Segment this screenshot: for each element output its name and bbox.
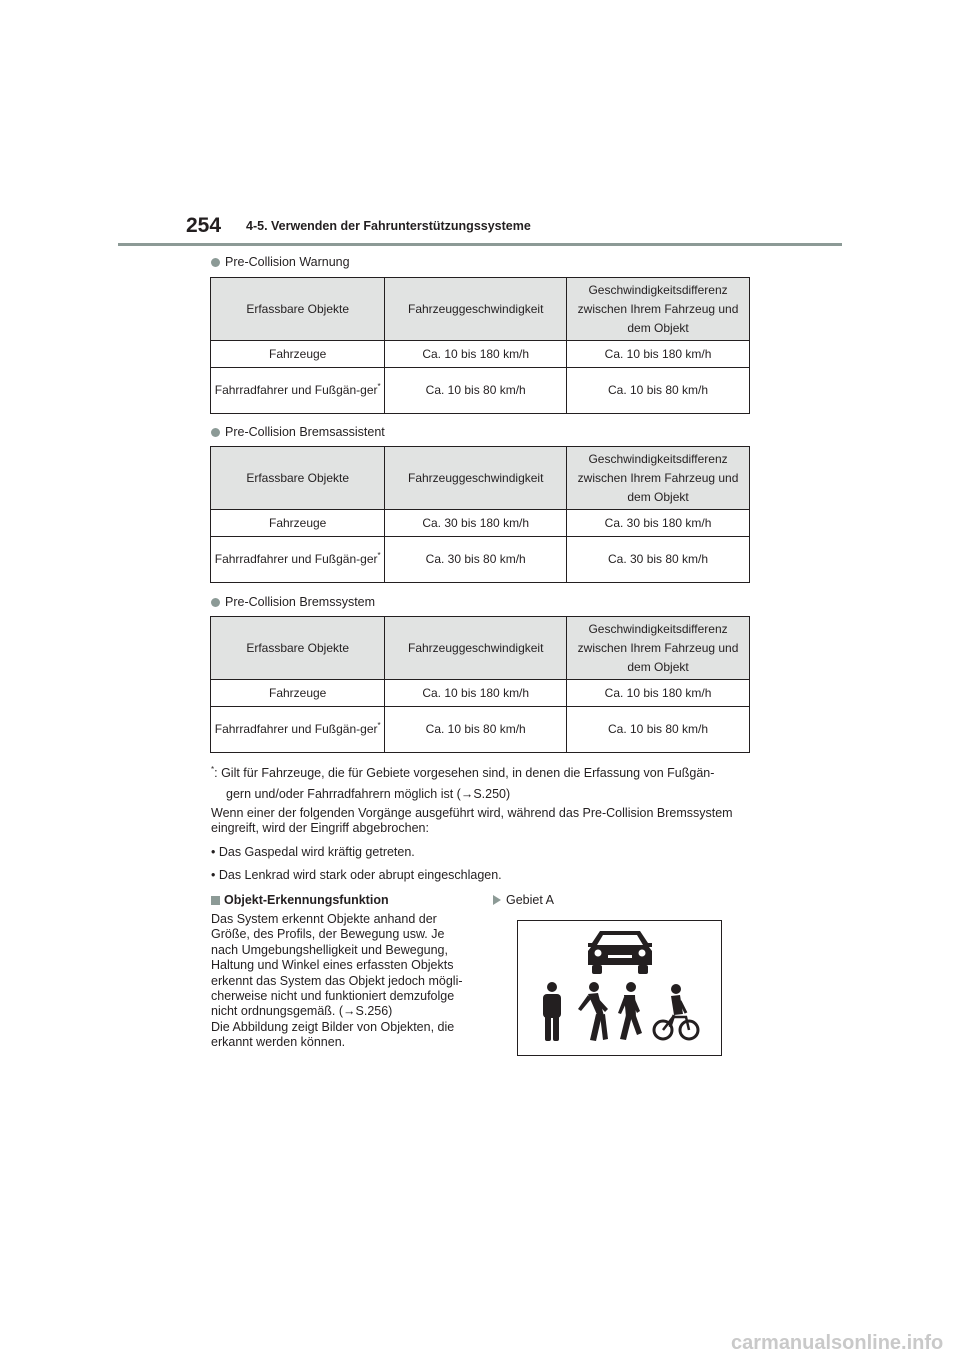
footnote-mark: * [377,721,381,730]
table-cell: Ca. 30 bis 80 km/h [567,537,750,583]
object-detection-description: Das System erkennt Objekte anhand der Größe, des Profils, der Bewegung usw. Je nach Umgebungshelligkeit und Bewegung, Haltung und Winkel eines erfassten Objekts erkennt das System das Objekt jedoch mögli- cherweise nicht und funktioniert demzufolge nicht ordnungsgemäß. (→S.256) Die Abbildung zeigt Bilder von Objekten, die erkannt werden können. [211,912,463,1050]
table-row [211,680,750,707]
object-detection-heading: Objekt-Erkennungsfunktion [211,893,389,907]
table-header: Fahrzeuggeschwindigkeit [385,278,567,341]
table-cell: Ca. 10 bis 80 km/h [385,368,567,414]
table-cell: Ca. 10 bis 180 km/h [567,680,750,707]
table-cell: Fahrzeuge [211,510,385,537]
footnote-mark: * [377,551,381,560]
table-cell: Fahrzeuge [211,341,385,368]
table-cell: Fahrradfahrer und Fußgän-ger* [211,368,385,414]
list-item: • Das Lenkrad wird stark oder abrupt eingeschlagen. [211,868,502,882]
table-header: Geschwindigkeitsdifferenz zwischen Ihrem Fahrzeug und dem Objekt [567,617,750,680]
table-cell: Fahrzeuge [211,680,385,707]
square-bullet-icon [211,896,220,905]
table-header: Erfassbare Objekte [211,447,385,510]
triangle-bullet-icon [493,895,501,905]
table-cell: Ca. 10 bis 80 km/h [385,707,567,753]
walking-pedestrian-icon [578,982,608,1041]
table-cell: Ca. 10 bis 180 km/h [567,341,750,368]
running-pedestrian-icon [618,982,642,1040]
watermark: carmanualsonline.info [731,1332,944,1354]
table-header: Erfassbare Objekte [211,278,385,341]
table-header: Erfassbare Objekte [211,617,385,680]
table-cell: Ca. 10 bis 80 km/h [567,707,750,753]
table-cell: Ca. 30 bis 80 km/h [385,537,567,583]
figure-label: Gebiet A [493,893,554,907]
table-cell: Fahrradfahrer und Fußgän-ger* [211,537,385,583]
table-cell: Ca. 30 bis 180 km/h [567,510,750,537]
car-icon [588,931,652,974]
cyclist-icon [654,984,698,1039]
section-heading-brake-assist: Pre-Collision Bremsassistent [211,425,385,439]
table-row [211,707,750,753]
footnote-mark: * [211,764,215,774]
page-number: 254 [186,214,222,237]
standing-pedestrian-icon [543,982,561,1041]
table-row [211,368,750,414]
footnote-mark: * [377,382,381,391]
section-heading-warning: Pre-Collision Warnung [211,255,350,269]
spec-table-brake-assist [210,446,750,583]
table-row [211,510,750,537]
bullet-dot-icon [211,598,220,607]
table-header: Geschwindigkeitsdifferenz zwischen Ihrem Fahrzeug und dem Objekt [567,278,750,341]
cancel-paragraph: Wenn einer der folgenden Vorgänge ausgeführt wird, während das Pre-Collision Bremssystem eingreift, wird der Eingriff abgebrochen: [211,806,733,835]
spec-table-warning [210,277,750,414]
table-cell: Ca. 10 bis 180 km/h [385,341,567,368]
detectable-objects-figure [517,920,722,1056]
table-cell: Ca. 30 bis 180 km/h [385,510,567,537]
table-row [211,341,750,368]
spec-table-brake-system [210,616,750,753]
table-header: Fahrzeuggeschwindigkeit [385,617,567,680]
list-item: • Das Gaspedal wird kräftig getreten. [211,845,415,859]
bullet-dot-icon [211,258,220,267]
table-row [211,537,750,583]
table-header: Geschwindigkeitsdifferenz zwischen Ihrem Fahrzeug und dem Objekt [567,447,750,510]
section-title: 4-5. Verwenden der Fahrunterstützungssysteme [246,219,531,233]
table-cell: Ca. 10 bis 80 km/h [567,368,750,414]
table-cell: Fahrradfahrer und Fußgän-ger* [211,707,385,753]
section-heading-brake-system: Pre-Collision Bremssystem [211,595,375,609]
header-divider [118,243,842,246]
table-cell: Ca. 10 bis 180 km/h [385,680,567,707]
bullet-dot-icon [211,428,220,437]
footnote: *: Gilt für Fahrzeuge, die für Gebiete vorgesehen sind, in denen die Erfassung von Fußgän- gern und/oder Fahrradfahrern möglich ist (→S.250) [211,764,715,801]
table-header: Fahrzeuggeschwindigkeit [385,447,567,510]
